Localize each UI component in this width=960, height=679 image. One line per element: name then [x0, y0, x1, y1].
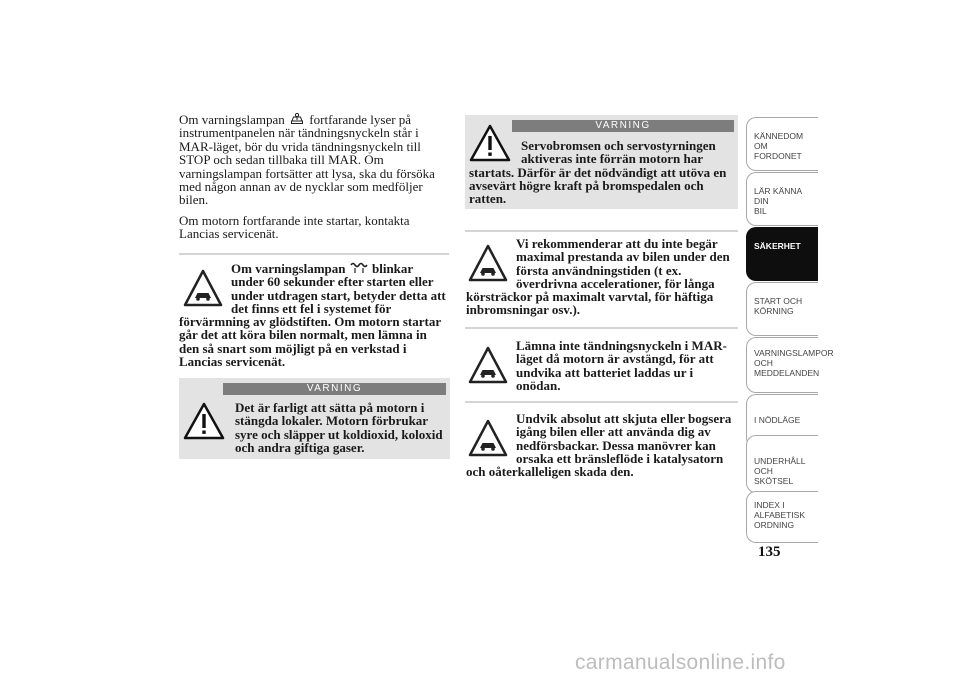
note-running-in: Vi rekommenderar att du inte begär maximal prestanda av bilen under den första användningstiden (t ex. överdrivna accelerationer, för långa körsträckor på maximalt varvtal, för häftiga inbromsningar osv.).	[466, 236, 730, 318]
paragraph-immobilizer: Om varningslampan fortfarande lyser på instrumentpanelen när tändningsnyckeln står i MAR-läget, bör du vrida tändningsnyckeln till STOP och sedan tillbaka till MAR. Om varningslampan fortsätter att lysa, ska du försöka med någon annan av de nycklar som medföljer bilen.	[179, 112, 435, 208]
watermark: carmanualsonline.info	[575, 651, 786, 674]
car-note-triangle-icon	[468, 418, 508, 458]
tab-lar-kanna-din-bil[interactable]: LÄR KÄNNA DIN BIL	[746, 172, 818, 226]
paragraph-contact-service: Om motorn fortfarande inte startar, kontakta Lancias servicenät.	[179, 212, 410, 242]
page-number: 135	[758, 544, 781, 560]
tab-sakerhet[interactable]: SÄKERHET	[746, 227, 818, 281]
divider	[179, 253, 449, 255]
divider	[465, 401, 738, 403]
tab-varningslampor-och-meddelanden[interactable]: VARNINGSLAMPOR OCH MEDDELANDEN	[746, 337, 818, 393]
car-note-triangle-icon	[468, 345, 508, 385]
note-push-start: Undvik absolut att skjuta eller bogsera igång bilen eller att använda dig av nedförsbackar. Dessa manövrer kan orsaka ett bränsleflöde i katalysatorn och oåterkalleligen skada den.	[466, 411, 732, 480]
warning-text: Det är farligt att sätta på motorn i stängda lokaler. Motorn förbrukar syre och släpper ut koldioxid, koloxid och andra giftiga gaser.	[183, 401, 447, 454]
left-column	[179, 112, 445, 248]
warning-box-enclosed-spaces	[179, 378, 450, 459]
note-ignition-key: Lämna inte tändningsnyckeln i MAR-läget då motorn är avstängd, för att undvika att batteriet laddas ur i onödan.	[466, 339, 738, 392]
warning-triangle-icon	[183, 401, 225, 441]
warning-text: Servobromsen och servostyrningen aktiveras inte förrän motorn har startats. Därför är det nödvändigt att utöva en avsevärt högre kraft på bromspedalen och ratten.	[469, 139, 735, 205]
car-key-warning-icon	[290, 112, 304, 126]
car-note-triangle-icon	[183, 268, 223, 308]
warning-title: VARNING	[223, 383, 446, 395]
tab-kannedom-om-fordonet[interactable]: KÄNNEDOM OM FORDONET	[746, 117, 818, 171]
warning-title: VARNING	[512, 120, 734, 132]
tab-start-och-korning[interactable]: START OCH KÖRNING	[746, 282, 818, 336]
tab-index-i-alfabetisk-ordning[interactable]: INDEX I ALFABETISK ORDNING	[746, 491, 818, 543]
car-note-triangle-icon	[468, 243, 508, 283]
note-glow-plug: Om varningslampan blinkar under 60 sekunder efter starten eller under utdragen start, betyder detta att det finns ett fel i systemet för förvärmning av glödstiften. Om motorn startar går det att köra bilen normalt, men lämna in den så snart som möjligt på en verkstad i Lancias servicenät.	[179, 261, 446, 370]
warning-triangle-icon	[469, 123, 511, 163]
tab-underhall-och-skotsel[interactable]: UNDERHÅLL OCH SKÖTSEL	[746, 435, 818, 493]
warning-box-servo	[465, 115, 738, 209]
divider	[465, 230, 738, 232]
tab-i-nodlage[interactable]: I NÖDLÄGE	[746, 394, 818, 448]
glow-plug-icon	[349, 262, 369, 274]
divider	[465, 327, 738, 329]
